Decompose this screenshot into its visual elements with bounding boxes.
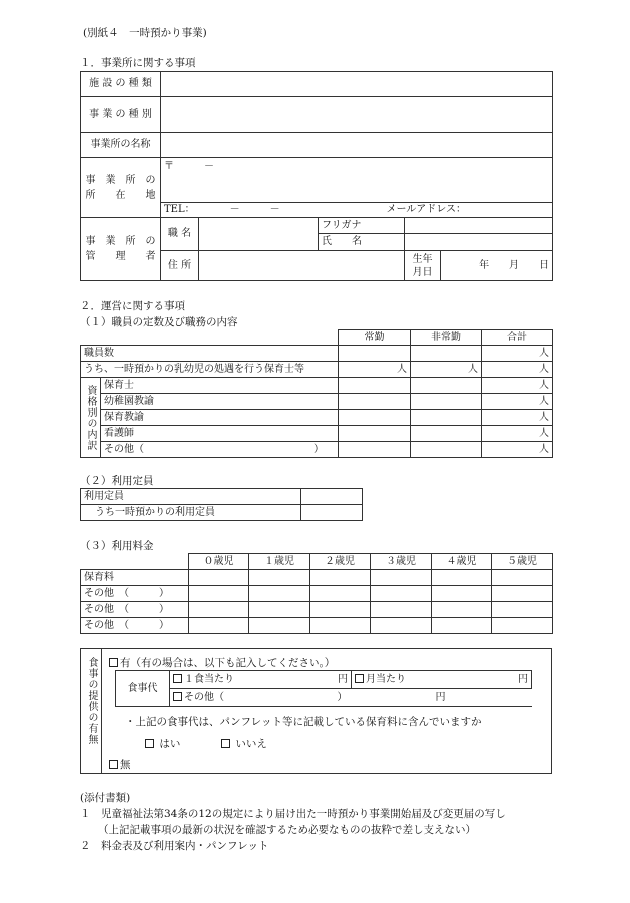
fee-cell[interactable]	[310, 618, 371, 634]
temp-capacity-label: うち一時預かりの利用定員	[81, 505, 301, 521]
unit-label: 人	[539, 427, 549, 439]
role-nursery-teacher-fulltime[interactable]	[339, 378, 411, 394]
answer-yes-checkbox[interactable]	[145, 739, 154, 748]
role-nursery-teacher-total[interactable]	[482, 378, 553, 394]
fees-table	[80, 553, 553, 634]
role-other-parttime[interactable]	[411, 442, 482, 458]
meals-yes-option[interactable]	[109, 655, 335, 670]
dob-label-line2: 月日	[412, 266, 433, 278]
fee-cell[interactable]	[310, 602, 371, 618]
staff-header-blank	[81, 330, 339, 346]
header-fulltime: 常勤	[339, 330, 411, 346]
meal-answer-yes[interactable]	[145, 736, 180, 751]
age-5: ５歳児	[492, 554, 553, 570]
fee-cell[interactable]	[492, 602, 553, 618]
age-2: ２歳児	[310, 554, 371, 570]
fee-row-label: 保育料	[81, 570, 189, 586]
per-meal-label: １食当たり	[184, 673, 234, 685]
attachment-item-1-note: （上記記載事項の最新の状況を確認するため必要なものの抜粋で差し支えない）	[98, 824, 476, 836]
fee-cell[interactable]	[249, 618, 310, 634]
breakdown-label	[81, 378, 101, 458]
section2-heading: ２．運営に関する事項	[80, 300, 185, 312]
postal-field[interactable]	[161, 158, 553, 203]
unit-label: 人	[539, 379, 549, 391]
role-childcare-teacher-total[interactable]	[482, 410, 553, 426]
tel-field[interactable]	[161, 203, 359, 218]
per-meal-field[interactable]	[170, 671, 352, 689]
caregiver-parttime[interactable]	[411, 362, 482, 378]
meals-no-checkbox[interactable]	[109, 760, 118, 769]
unit-label: 人	[468, 363, 478, 375]
fee-cell[interactable]	[249, 602, 310, 618]
fee-cell[interactable]	[249, 586, 310, 602]
unit-label: 人	[539, 443, 549, 455]
meal-other-field[interactable]	[170, 689, 532, 707]
role-kindergarten-teacher-parttime[interactable]	[411, 394, 482, 410]
section1-heading: １．事業所に関する事項	[80, 57, 196, 69]
age-4: ４歳児	[432, 554, 492, 570]
appendix-title: (別紙４ 一時預かり事業)	[83, 27, 207, 39]
meals-no-label: 無	[120, 759, 131, 771]
meals-no-option[interactable]	[109, 757, 131, 772]
fees-subheading: （３）利用料金	[80, 540, 154, 552]
role-kindergarten-teacher: 幼稚園教諭	[101, 394, 339, 410]
yen-label: 円	[518, 673, 528, 685]
location-label-line2: 所 在 地	[85, 189, 156, 201]
staff-subheading: （１）職員の定数及び職務の内容	[80, 316, 238, 328]
attachments-title: (添付書類)	[80, 792, 131, 804]
fee-cell[interactable]	[310, 586, 371, 602]
address-label: 住 所	[161, 251, 199, 281]
unit-label: 人	[539, 363, 549, 375]
staff-total-fulltime[interactable]	[339, 346, 411, 362]
fee-cell[interactable]	[492, 586, 553, 602]
per-month-checkbox[interactable]	[355, 674, 364, 683]
position-field[interactable]	[199, 218, 319, 251]
meals-side-label	[81, 649, 102, 773]
tel-label: TEL： － －	[164, 204, 280, 215]
role-nursery-teacher: 保育士	[101, 378, 339, 394]
manager-name-label: 氏 名	[319, 234, 405, 251]
unit-label: 人	[539, 395, 549, 407]
fee-cell[interactable]	[432, 618, 492, 634]
dob-label-line1: 生年	[412, 253, 433, 265]
fees-header-blank	[81, 554, 189, 570]
fee-cell[interactable]	[189, 618, 249, 634]
facility-type-field[interactable]	[161, 72, 553, 97]
fee-cell[interactable]	[432, 586, 492, 602]
attachment-item-1: １ 児童福祉法第34条の12の規定により届け出た一時預かり事業開始届及び変更届の写し	[80, 808, 506, 820]
manager-label-line2: 管 理 者	[85, 251, 156, 262]
per-month-field[interactable]	[352, 671, 532, 689]
yen-label: 円	[338, 673, 348, 685]
capacity-label: 利用定員	[81, 489, 301, 505]
email-label: メールアドレス：	[386, 204, 466, 215]
facility-type-label: 施 設 の 種 類	[81, 72, 161, 97]
age-1: １歳児	[249, 554, 310, 570]
caregiver-total[interactable]	[482, 362, 553, 378]
meals-yes-checkbox[interactable]	[109, 658, 118, 667]
fee-cell[interactable]	[371, 618, 432, 634]
header-parttime: 非常勤	[411, 330, 482, 346]
staff-total-label: 職員数	[81, 346, 339, 362]
role-childcare-teacher: 保育教諭	[101, 410, 339, 426]
role-childcare-teacher-parttime[interactable]	[411, 410, 482, 426]
role-nurse-parttime[interactable]	[411, 426, 482, 442]
dob-label	[405, 251, 441, 281]
age-0: ０歳児	[189, 554, 249, 570]
facility-name-label: 事業所の名称	[81, 133, 161, 158]
fee-row-label: その他 （ ）	[81, 586, 189, 602]
temp-capacity-field[interactable]	[301, 505, 363, 521]
unit-label: 人	[539, 347, 549, 359]
manager-label-line1: 事 業 所 の	[85, 236, 156, 247]
fee-cell[interactable]	[189, 602, 249, 618]
answer-no-label: いいえ	[235, 738, 267, 750]
meal-cost-label: 食事代	[116, 671, 170, 707]
caregiver-label: うち、一時預かりの乳幼児の処遇を行う保育士等	[81, 362, 339, 378]
fee-cell[interactable]	[432, 570, 492, 586]
business-type-label: 事 業 の 種 別	[81, 97, 161, 133]
caregiver-fulltime[interactable]	[339, 362, 411, 378]
capacity-field[interactable]	[301, 489, 363, 505]
fee-cell[interactable]	[492, 570, 553, 586]
role-nurse-fulltime[interactable]	[339, 426, 411, 442]
meal-cost-table	[115, 670, 532, 707]
location-label	[81, 158, 161, 218]
capacity-subheading: （２）利用定員	[80, 475, 154, 487]
fee-cell[interactable]	[310, 570, 371, 586]
postal-label: 〒 －	[164, 161, 214, 172]
role-nursery-teacher-parttime[interactable]	[411, 378, 482, 394]
meal-answer-no[interactable]	[221, 736, 267, 751]
business-type-field[interactable]	[161, 97, 553, 133]
fee-cell[interactable]	[189, 586, 249, 602]
email-field[interactable]	[359, 203, 553, 218]
role-other-total[interactable]	[482, 442, 553, 458]
role-kindergarten-teacher-total[interactable]	[482, 394, 553, 410]
role-other-fulltime[interactable]	[339, 442, 411, 458]
meals-side-label-text: 食事の提供の有無	[86, 657, 97, 745]
staff-table	[80, 329, 553, 458]
fee-cell[interactable]	[189, 570, 249, 586]
fee-row-label: その他 （ ）	[81, 618, 189, 634]
fee-cell[interactable]	[371, 586, 432, 602]
manager-label	[81, 218, 161, 281]
meal-other-checkbox[interactable]	[173, 692, 182, 701]
role-other: その他（ ）	[101, 442, 339, 458]
role-childcare-teacher-fulltime[interactable]	[339, 410, 411, 426]
facility-name-field[interactable]	[161, 133, 553, 158]
per-meal-checkbox[interactable]	[173, 674, 182, 683]
fee-cell[interactable]	[249, 570, 310, 586]
manager-name-field[interactable]	[405, 234, 553, 251]
address-field[interactable]	[199, 251, 405, 281]
meals-yes-label: 有（有の場合は、以下も記入してください。）	[120, 657, 336, 669]
fee-cell[interactable]	[432, 602, 492, 618]
role-kindergarten-teacher-fulltime[interactable]	[339, 394, 411, 410]
staff-total-parttime[interactable]	[411, 346, 482, 362]
furigana-label: フリガナ	[319, 218, 405, 234]
unit-label: 人	[397, 363, 407, 375]
fee-cell[interactable]	[492, 618, 553, 634]
location-label-line1: 事 業 所 の	[85, 174, 156, 186]
answer-yes-label: はい	[159, 738, 181, 750]
capacity-table	[80, 488, 363, 521]
fee-cell[interactable]	[371, 602, 432, 618]
fee-cell[interactable]	[371, 570, 432, 586]
fee-row-label: その他 （ ）	[81, 602, 189, 618]
attachment-item-2: ２ 料金表及び利用案内・パンフレット	[80, 840, 269, 852]
breakdown-label-text: 資格別の内訳	[85, 384, 96, 451]
meal-other-label: その他（	[184, 691, 224, 703]
staff-total-sum[interactable]	[482, 346, 553, 362]
role-nurse-total[interactable]	[482, 426, 553, 442]
position-label: 職 名	[161, 218, 199, 251]
age-3: ３歳児	[371, 554, 432, 570]
header-total: 合計	[482, 330, 553, 346]
role-nurse: 看護師	[101, 426, 339, 442]
yen-label: 円	[435, 691, 446, 703]
per-month-label: 月当たり	[366, 673, 406, 685]
unit-label: 人	[539, 411, 549, 423]
furigana-field[interactable]	[405, 218, 553, 234]
answer-no-checkbox[interactable]	[221, 739, 230, 748]
meals-box	[80, 648, 552, 774]
meal-question: ・上記の食事代は、パンフレット等に記載している保育料に含んでいますか	[125, 716, 482, 728]
dob-field[interactable]: 年 月 日	[441, 251, 553, 281]
close-paren: ）	[337, 691, 348, 703]
facility-table	[80, 71, 553, 281]
